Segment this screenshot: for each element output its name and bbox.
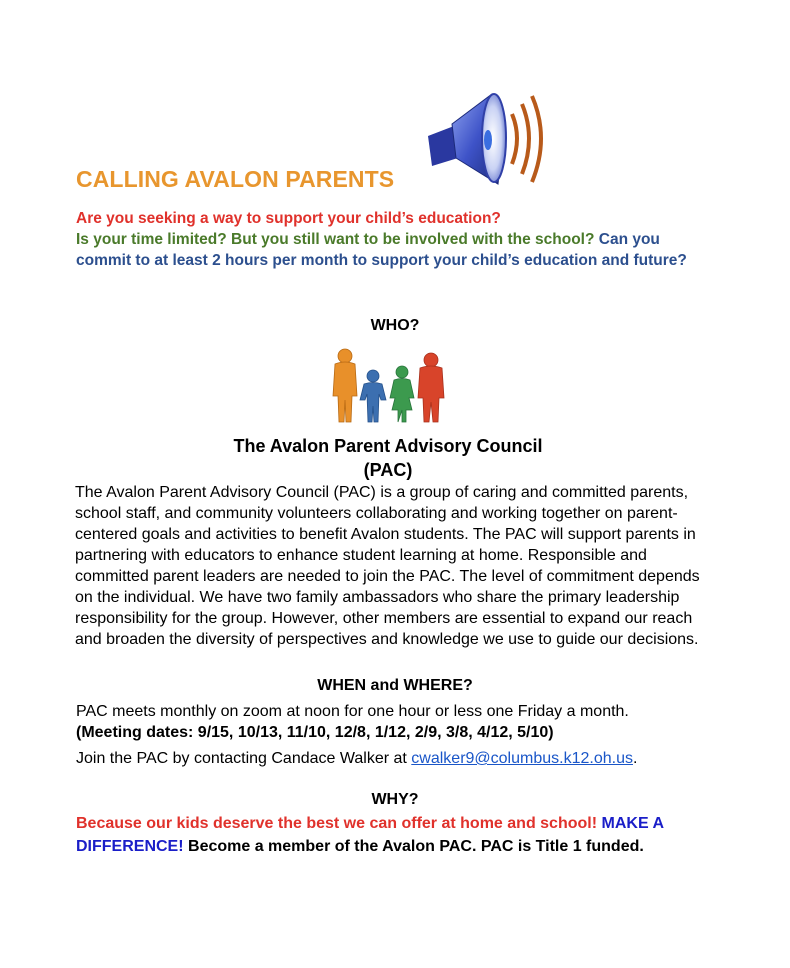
- people-group-icon: [330, 348, 448, 426]
- email-link[interactable]: cwalker9@columbus.k12.oh.us: [411, 750, 633, 767]
- why-part-3: Become a member of the Avalon PAC. PAC is Title 1 funded.: [188, 838, 644, 855]
- page-title: CALLING AVALON PARENTS: [76, 166, 395, 192]
- why-heading: WHY?: [371, 791, 419, 808]
- why-part-1: Because our kids deserve the best we can offer at home and school!: [76, 815, 598, 832]
- when-heading: WHEN and WHERE?: [317, 677, 473, 694]
- meeting-schedule: PAC meets monthly on zoom at noon for one hour or less one Friday a month.: [76, 703, 629, 720]
- intro-question-1: Are you seeking a way to support your child’s education?: [76, 210, 501, 227]
- join-line: [76, 748, 736, 769]
- megaphone-icon: [424, 88, 552, 190]
- meeting-info: [76, 701, 716, 743]
- intro-question-2: Is your time limited? But you still want to be involved with the school?: [76, 231, 595, 248]
- why-text: [76, 812, 716, 858]
- who-heading: WHO?: [370, 317, 420, 334]
- council-description: The Avalon Parent Advisory Council (PAC) is a group of caring and committed parents, school staff, and community volunteers collaborating and working together on parent-centered goals and activities to benefit Avalon students. The PAC will support parents in partnering with educators to enhance student learning at home. Responsible and committed parent leaders are needed to join the PAC. The level of commitment depends on the individual. We have two family ambassadors who share the primary leadership responsibility for the group. However, other members are essential to expand our reach and broaden the diversity of perspectives and knowledge we use to guide our decisions.: [75, 484, 700, 648]
- why-part-2: MAKE A DIFFERENCE!: [76, 815, 664, 855]
- meeting-dates: (Meeting dates: 9/15, 10/13, 11/10, 12/8, 1/12, 2/9, 3/8, 4/12, 5/10): [76, 724, 554, 741]
- join-prefix: Join the PAC by contacting Candace Walker at: [76, 750, 412, 767]
- intro-question-3: Can you commit to at least 2 hours per month to support your child’s education and future?: [76, 231, 687, 269]
- join-suffix: .: [632, 750, 638, 767]
- intro-text: [76, 208, 716, 271]
- council-title-line2: (PAC): [363, 460, 413, 480]
- council-title: [0, 434, 776, 482]
- council-title-line1: The Avalon Parent Advisory Council: [233, 436, 543, 456]
